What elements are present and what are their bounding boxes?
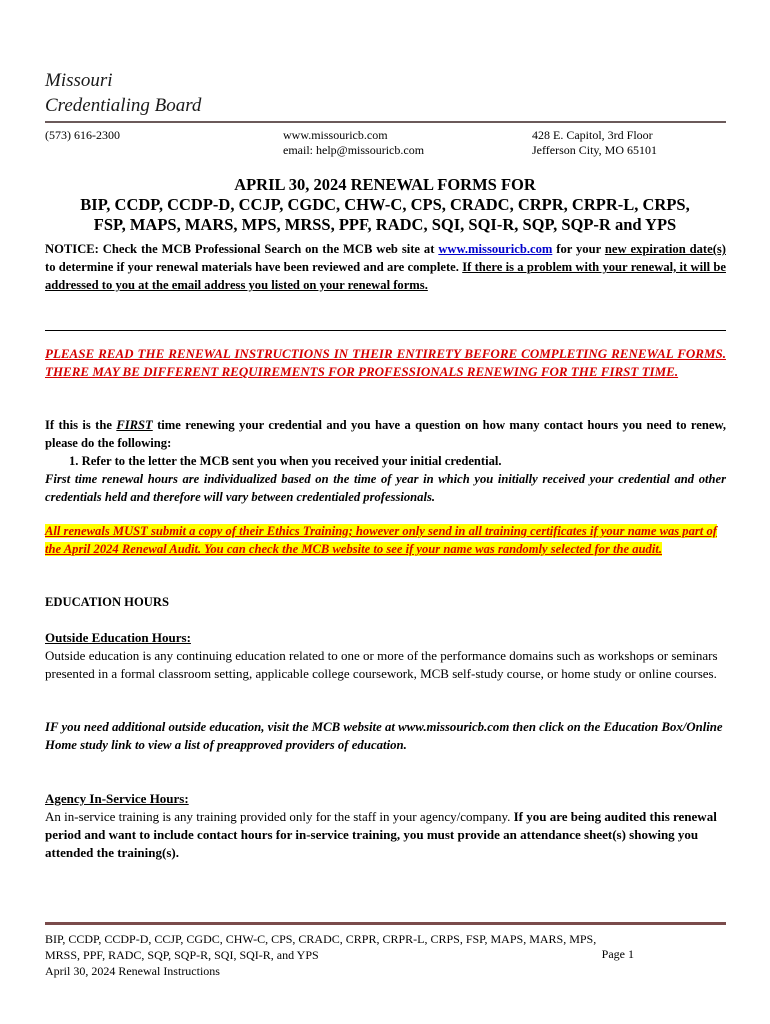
- first-time-note: First time renewal hours are individualized based on the time of year in which you initially received your credential and other credentials held and therefore will vary between credentialed professionals.: [45, 472, 726, 504]
- title-line3: FSP, MAPS, MARS, MPS, MRSS, PPF, RADC, SQI, SQI-R, SQP, SQP-R and YPS: [93, 215, 677, 234]
- outside-body: Outside education is any continuing education related to one or more of the performance domains such as workshops or seminars presented in a formal classroom setting, applicable college coursework, MCB self-study course, or home study or online courses.: [45, 648, 718, 681]
- footer-line2: MRSS, PPF, RADC, SQP, SQP-R, SQI, SQI-R, and YPS: [45, 948, 319, 962]
- agency-body-bold: If you are being audited this renewal period and want to include contact hours for in-service training, you must provide an attendance sheet(s) showing you attended the training(s).: [45, 809, 717, 860]
- outside-education-section: [45, 629, 726, 683]
- ethics-text: All renewals MUST submit a copy of their Ethics Training; however only send in all training certificates if your name was part of the April 2024 Renewal Audit. You can check the MCB website to see if your name was randomly selected for the audit.: [45, 524, 717, 556]
- education-heading: EDUCATION HOURS: [45, 595, 169, 609]
- ethics-notice: [45, 522, 726, 558]
- footer-divider: [45, 922, 726, 925]
- contact-web: [283, 128, 424, 158]
- agency-section: [45, 790, 726, 862]
- agency-body: [45, 808, 726, 862]
- first-time-intro: [45, 416, 726, 452]
- title-line2: BIP, CCDP, CCDP-D, CCJP, CGDC, CHW-C, CPS, CRADC, CRPR, CRPR-L, CRPS,: [80, 195, 690, 214]
- agency-body-text: An in-service training is any training provided only for the staff in your agency/company.: [45, 809, 514, 824]
- website-text: www.missouricb.com: [283, 128, 388, 142]
- org-name-line2: Credentialing Board: [45, 95, 202, 116]
- header-divider: [45, 121, 726, 123]
- contact-phone: [45, 128, 120, 143]
- notice-expiration: new expiration date(s): [604, 242, 726, 256]
- first-time-section: [45, 416, 726, 506]
- notice-text-1: NOTICE: Check the MCB Professional Search on the MCB web site at: [45, 242, 439, 256]
- title-line1: APRIL 30, 2024 RENEWAL FORMS FOR: [234, 175, 536, 194]
- org-logo: [45, 68, 201, 118]
- footer: [45, 931, 645, 979]
- phone-text: (573) 616-2300: [45, 128, 120, 142]
- warning-paragraph: PLEASE READ THE RENEWAL INSTRUCTIONS IN THEIR ENTIRETY BEFORE COMPLETING RENEWAL FORMS. THERE MAY BE DIFFERENT REQUIREMENTS FOR PROFESSIONALS RENEWING FOR THE FIRST TIME.: [45, 346, 726, 379]
- first-time-post: time renewing your credential and you have a question on how many contact hours you need to renew, please do the following:: [45, 418, 726, 450]
- notice-text-3: to determine if your renewal materials have been reviewed and are complete.: [45, 260, 463, 274]
- agency-heading: Agency In-Service Hours:: [45, 791, 189, 806]
- address-line1: 428 E. Capitol, 3rd Floor: [532, 128, 653, 142]
- address-line2: Jefferson City, MO 65101: [532, 143, 657, 157]
- first-time-pre: If this is the: [45, 418, 117, 432]
- document-title: [40, 175, 730, 235]
- section-divider: [45, 330, 726, 331]
- footer-line1: BIP, CCDP, CCDP-D, CCJP, CGDC, CHW-C, CPS, CRADC, CRPR, CRPR-L, CRPS, FSP, MAPS, MARS, MPS,: [45, 932, 597, 946]
- first-emphasis: FIRST: [116, 418, 153, 432]
- mcb-website-link[interactable]: www.missouricb.com: [438, 242, 553, 256]
- contact-address: [532, 128, 657, 158]
- first-time-step1: 1. Refer to the letter the MCB sent you when you received your initial credential.: [69, 454, 502, 468]
- notice-text-2: for your: [552, 242, 605, 256]
- outside-heading: Outside Education Hours:: [45, 630, 191, 645]
- notice-problem: If there is a problem with your renewal, it will be addressed to you at the email address you listed on your renewal forms.: [45, 260, 726, 292]
- email-text: email: help@missouricb.com: [283, 143, 425, 157]
- org-name-line1: Missouri: [45, 70, 113, 91]
- page-number: Page 1: [601, 947, 634, 961]
- footer-line3: April 30, 2024 Renewal Instructions: [45, 964, 220, 978]
- outside-note: IF you need additional outside education, visit the MCB website at www.missouricb.com then click on the Education Box/Online Home study link to view a list of preapproved providers of education.: [45, 720, 723, 752]
- notice-paragraph: [45, 240, 726, 294]
